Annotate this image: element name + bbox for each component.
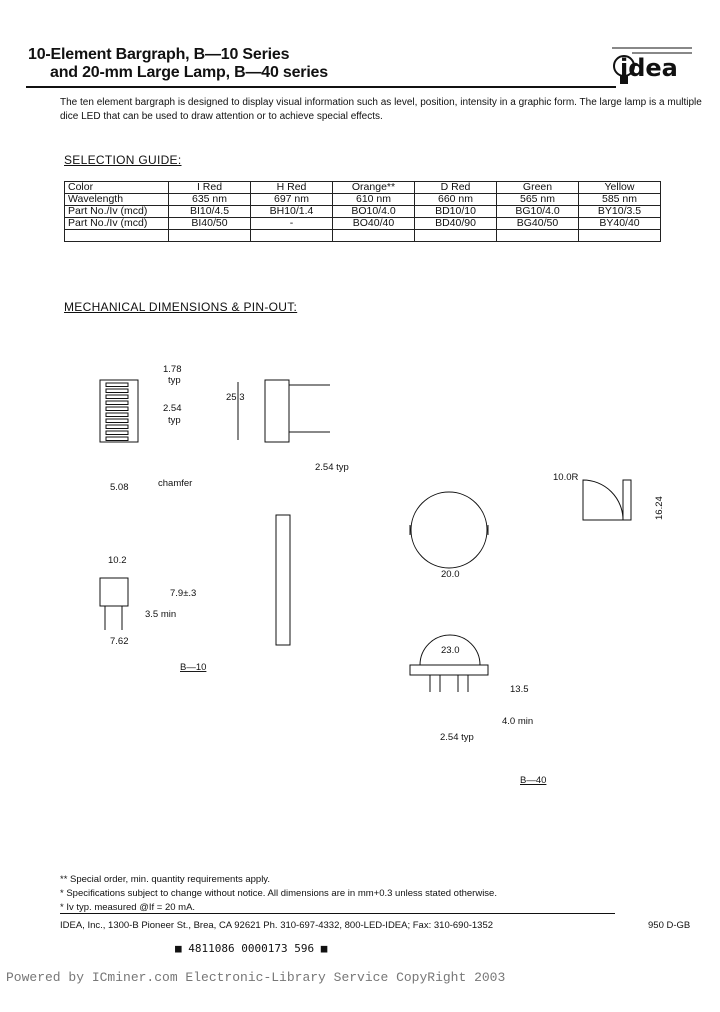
mechanical-heading: MECHANICAL DIMENSIONS & PIN-OUT:: [64, 300, 298, 314]
table-row: [65, 194, 661, 206]
bar-segment: [106, 383, 128, 387]
bar-segment: [106, 437, 128, 441]
table-cell: H Red: [251, 182, 333, 194]
table-row: [65, 230, 661, 242]
table-cell: BD40/90: [415, 218, 497, 230]
bar-segment: [106, 407, 128, 411]
table-cell: [497, 230, 579, 242]
table-cell: -: [251, 218, 333, 230]
table-cell: BY10/3.5: [579, 206, 661, 218]
dim-16-24: 16.24: [654, 496, 665, 520]
bar-segment: [106, 431, 128, 435]
dim-25-3: 25.3: [226, 392, 245, 403]
table-cell: Wavelength: [65, 194, 169, 206]
title-line-1: 10-Element Bargraph, B—10 Series: [28, 46, 290, 63]
table-cell: BI40/50: [169, 218, 251, 230]
powered-by: Powered by ICminer.com Electronic-Library Service CopyRight 2003: [6, 970, 506, 985]
table-cell: Orange**: [333, 182, 415, 194]
document-code: 950 D-GB: [648, 920, 691, 931]
svg-text:idea: idea: [620, 54, 678, 82]
mechanical-drawings: [0, 320, 720, 770]
bar-segment: [106, 395, 128, 399]
table-cell: Part No./Iv (mcd): [65, 206, 169, 218]
table-cell: 565 nm: [497, 194, 579, 206]
table-cell: 660 nm: [415, 194, 497, 206]
table-cell: 585 nm: [579, 194, 661, 206]
bar-segment: [106, 413, 128, 417]
table-cell: BG10/4.0: [497, 206, 579, 218]
dim-20-0: 20.0: [441, 569, 460, 580]
table-cell: D Red: [415, 182, 497, 194]
table-cell: Yellow: [579, 182, 661, 194]
table-cell: BI10/4.5: [169, 206, 251, 218]
barcode-text: 4811086 0000173 596: [188, 942, 315, 955]
bar-segment: [106, 389, 128, 393]
table-cell: [169, 230, 251, 242]
b40-label: B—40: [520, 775, 547, 786]
table-cell: BG40/50: [497, 218, 579, 230]
table-row: [65, 206, 661, 218]
selection-guide-heading: SELECTION GUIDE:: [64, 153, 182, 167]
note-iv: * Iv typ. measured @If = 20 mA.: [60, 902, 615, 914]
table-cell: [415, 230, 497, 242]
note-special-order: ** Special order, min. quantity requirements apply.: [60, 874, 270, 885]
table-cell: [251, 230, 333, 242]
dim-13-5: 13.5: [510, 684, 529, 695]
dim-1-78: 1.78: [163, 364, 182, 375]
b10-label: B—10: [180, 662, 207, 673]
table-cell: [333, 230, 415, 242]
table-cell: BD10/10: [415, 206, 497, 218]
title-rule: [26, 86, 616, 88]
chamfer-label: chamfer: [158, 478, 193, 489]
company-address: IDEA, Inc., 1300-B Pioneer St., Brea, CA 92621 Ph. 310-697-4332, 800-LED-IDEA; Fax: 310-690-1352: [60, 920, 494, 931]
table-cell: BO40/40: [333, 218, 415, 230]
table-cell: 610 nm: [333, 194, 415, 206]
table-cell: [65, 230, 169, 242]
dim-typ-2: typ: [168, 415, 181, 426]
dim-5-08: 5.08: [110, 482, 129, 493]
note-specifications: * Specifications subject to change without notice. All dimensions are in mm+0.3 unless stated otherwise.: [60, 888, 497, 899]
dim-4-0-min: 4.0 min: [502, 716, 534, 727]
dim-2-54-typ: 2.54 typ: [315, 462, 349, 473]
title-line-2: and 20-mm Large Lamp, B—40 series: [50, 64, 328, 81]
idea-logo: [612, 44, 712, 94]
table-cell: I Red: [169, 182, 251, 194]
table-cell: 635 nm: [169, 194, 251, 206]
dim-7-9: 7.9±.3: [170, 588, 197, 599]
dim-7-62: 7.62: [110, 636, 129, 647]
table-row: [65, 182, 661, 194]
dim-10-0r: 10.0R: [553, 472, 579, 483]
dim-2-54: 2.54: [163, 403, 182, 414]
table-cell: BH10/1.4: [251, 206, 333, 218]
intro-text: The ten element bargraph is designed to display visual information such as level, position, intensity in a graphic form. The large lamp is a multiple dice LED that can be used to draw attention or to achieve special effects.: [60, 97, 702, 122]
table-cell: 697 nm: [251, 194, 333, 206]
bar-segment: [106, 425, 128, 429]
bar-segment: [106, 419, 128, 423]
dim-23-0: 23.0: [441, 645, 460, 656]
dim-typ-1: typ: [168, 375, 181, 386]
table-row: [65, 218, 661, 230]
bar-segment: [106, 401, 128, 405]
table-cell: Part No./Iv (mcd): [65, 218, 169, 230]
dim-2-54-typ-b40: 2.54 typ: [440, 732, 474, 743]
selection-guide-table: [64, 181, 661, 242]
dim-3-5-min: 3.5 min: [145, 609, 177, 620]
table-cell: Color: [65, 182, 169, 194]
table-cell: BY40/40: [579, 218, 661, 230]
table-cell: Green: [497, 182, 579, 194]
table-cell: BO10/4.0: [333, 206, 415, 218]
barcode-number: ■ 4811086 0000173 596 ■: [175, 942, 328, 955]
dim-10-2: 10.2: [108, 555, 127, 566]
table-cell: [579, 230, 661, 242]
